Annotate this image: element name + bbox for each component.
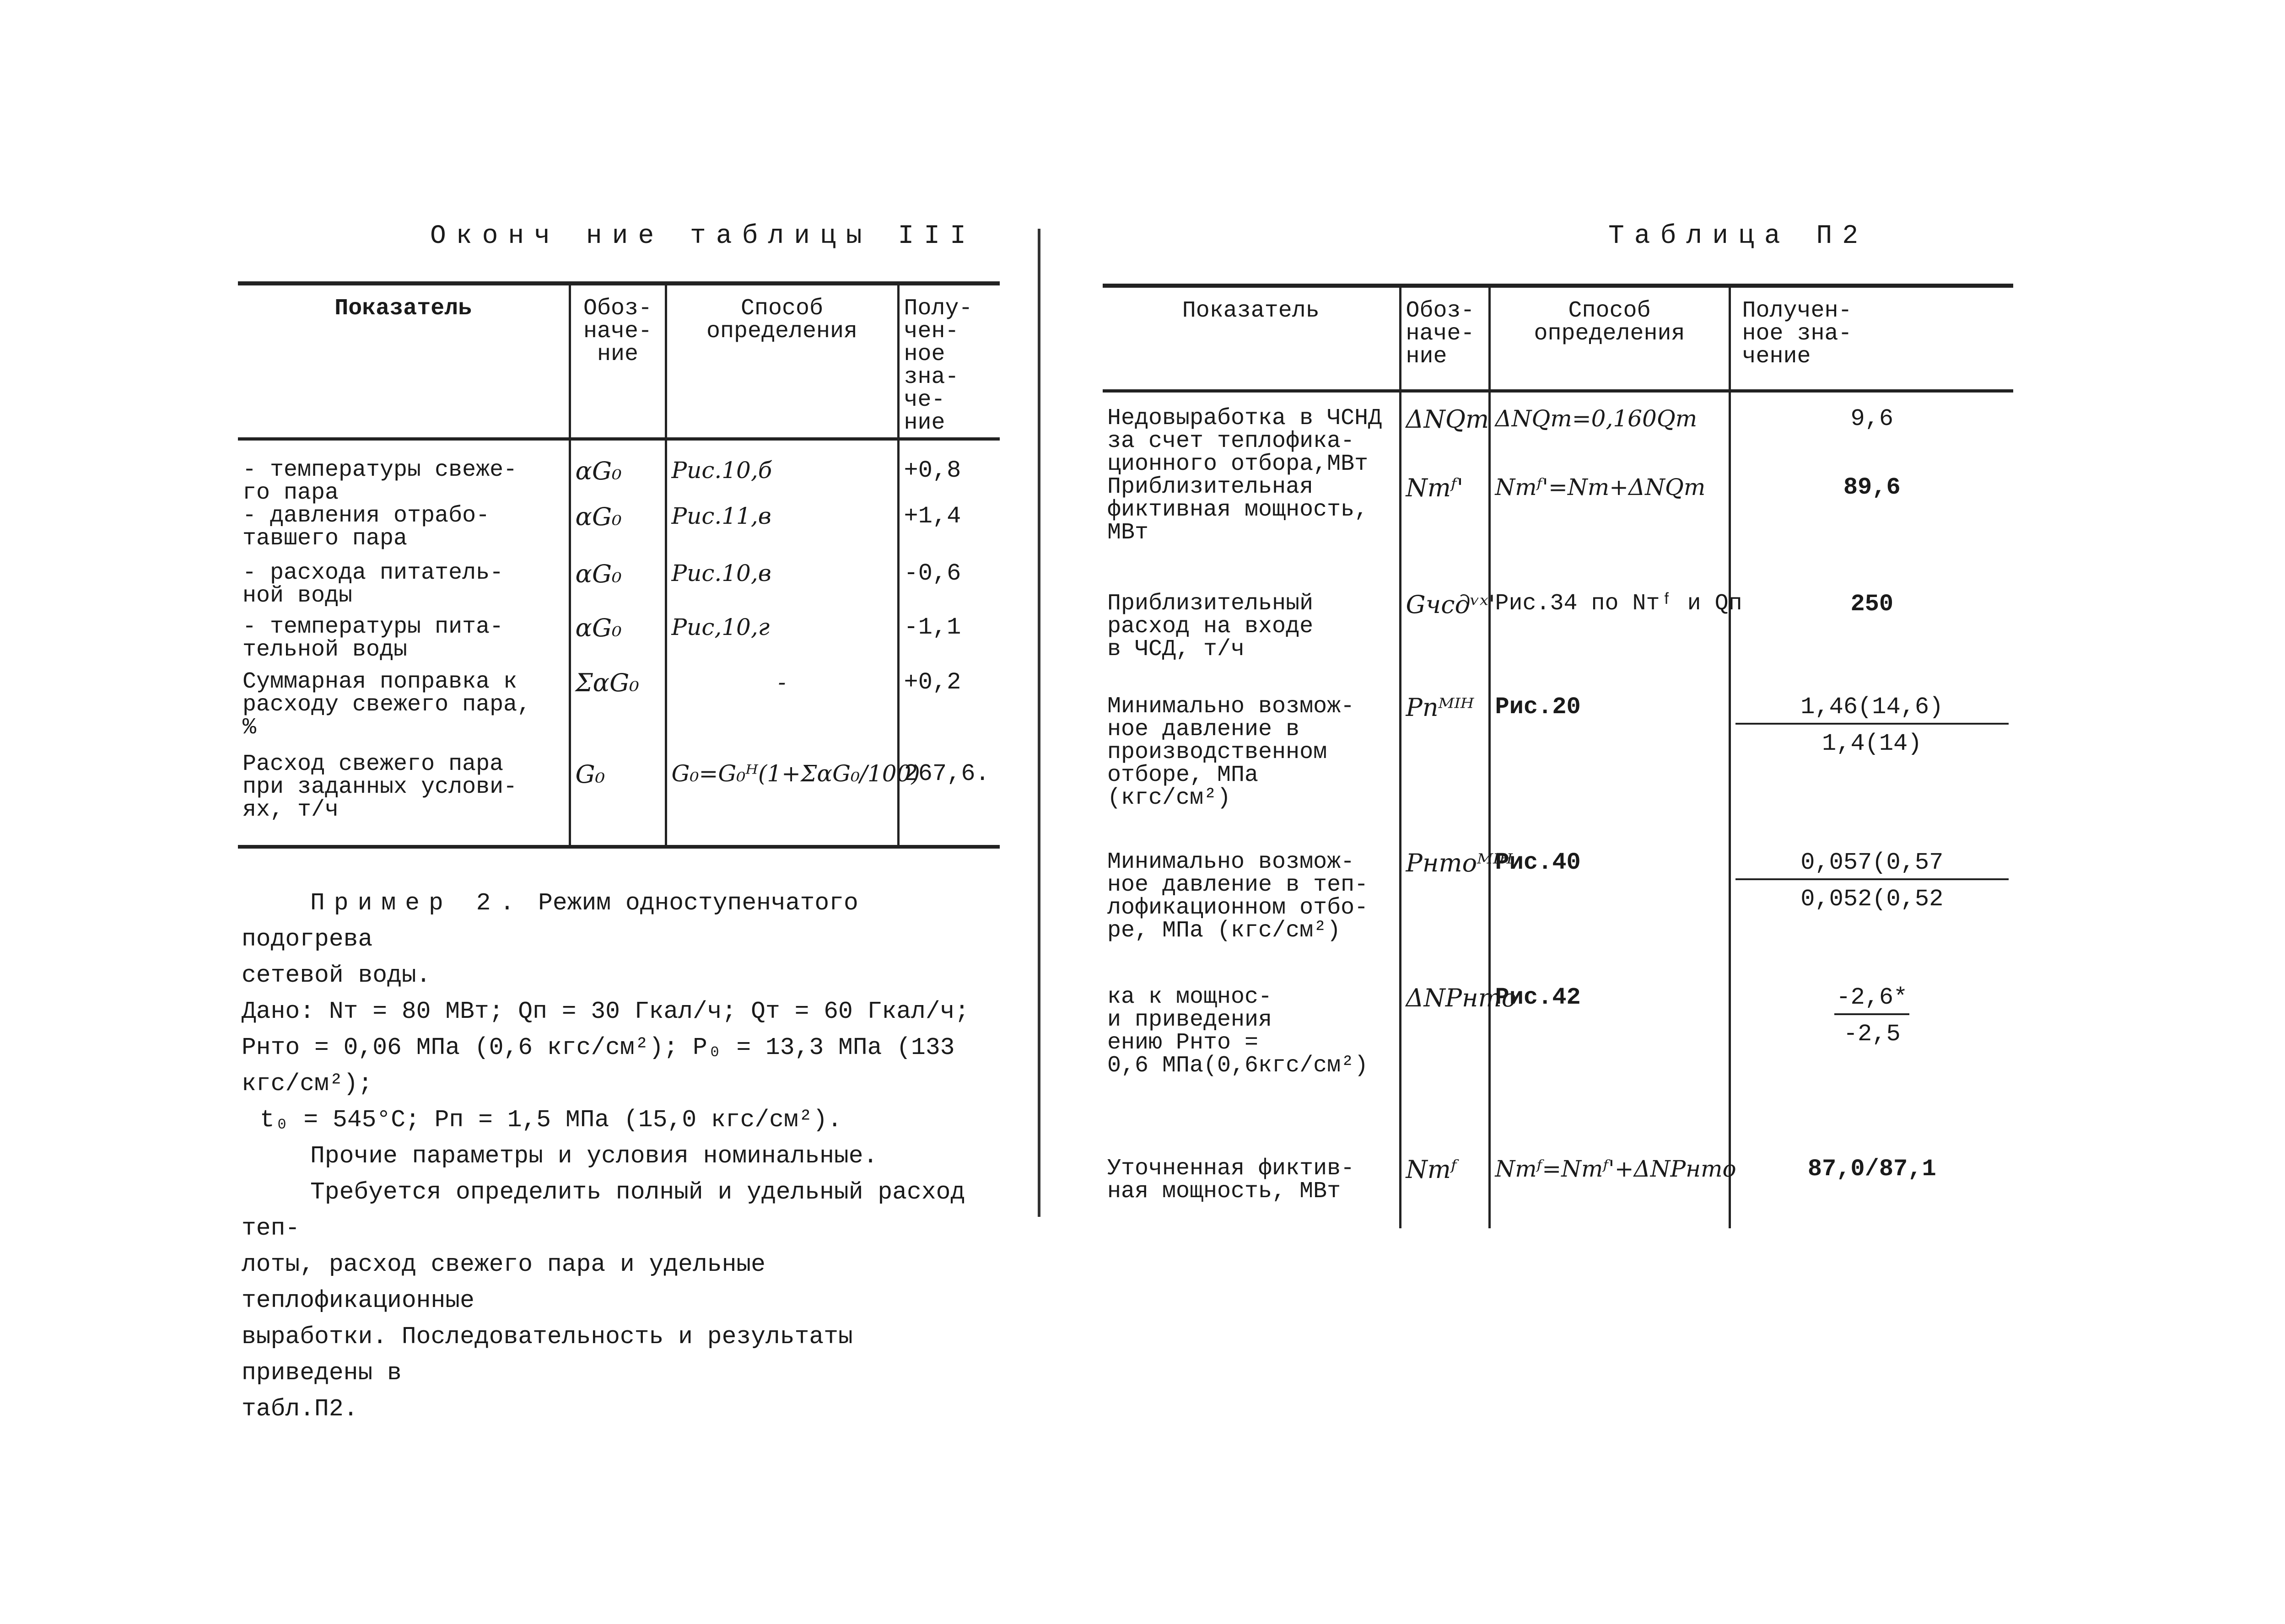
row-value: 250: [1850, 591, 1894, 618]
row-method: Рис.34 по Nтᶠ и Qп: [1495, 591, 1742, 617]
example-line: сетевой воды.: [242, 962, 431, 989]
col-method-header: Способ определения: [666, 284, 898, 439]
right-table-title: Таблица П2: [1608, 221, 1869, 251]
table-row: [1103, 1157, 2013, 1228]
row-value: +0,8: [904, 457, 961, 484]
row-value-bottom: 0,052(0,52: [1800, 886, 1944, 913]
table-row: [1103, 579, 2013, 695]
row-label: - температуры свеже- го пара: [243, 457, 517, 506]
left-table-title: Оконч ние таблицы III: [430, 221, 976, 251]
row-value-top: 0,057(0,57: [1735, 851, 2009, 880]
example-line: табл.П2.: [242, 1395, 358, 1423]
right-table: [1103, 284, 2013, 1228]
row-method: Рис.10,в: [671, 560, 771, 586]
left-page: [0, 0, 1043, 1624]
row-value-top: 1,46(14,6): [1735, 695, 2009, 725]
row-label: Уточненная фиктив- ная мощность, МВт: [1107, 1156, 1355, 1205]
row-symbol: Pпᴹᴵᴴ: [1406, 693, 1474, 722]
row-method: Рис.40: [1495, 849, 1581, 876]
table-row: [1103, 391, 2013, 476]
row-value: +0,2: [904, 669, 961, 696]
row-method: -: [778, 669, 786, 695]
row-method: Nтᶠ=Nтᶠ'+ΔNPнто: [1495, 1156, 1736, 1182]
row-value: -0,6: [904, 560, 961, 587]
left-table: [238, 281, 1000, 849]
row-method: Рис,10,г: [671, 614, 770, 640]
row-symbol: αG₀: [575, 613, 622, 642]
table-row: [238, 562, 1000, 616]
row-symbol: ΔNPнто: [1406, 984, 1517, 1012]
row-symbol: ΣαG₀: [575, 668, 639, 697]
col-value-header: Полу- чен- ное зна- че- ние: [898, 284, 1000, 439]
row-label: Расход свежего пара при заданных услови- ях, т/ч: [243, 751, 517, 823]
left-table-header-row: [238, 284, 1000, 439]
row-label: Приблизительная фиктивная мощность, МВт: [1107, 474, 1369, 546]
row-symbol: ΔNQт: [1406, 405, 1489, 434]
col-indicator-header: Показатель: [1103, 286, 1400, 391]
row-label: - расхода питатель- ной воды: [243, 560, 504, 609]
row-method: Рис.10,б: [671, 457, 772, 484]
example-line: Требуется определить полный и удельный расход теп-: [242, 1178, 965, 1242]
table-row: [238, 671, 1000, 753]
row-label: Минимально возмож- ное давление в теп- лофикационном отбо- ре, МПа (кгс/см²): [1107, 849, 1369, 944]
row-label: - температуры пита- тельной воды: [243, 614, 504, 663]
row-label: ка к мощнос- и приведения ению Pнто = 0,6 МПа(0,6кгс/см²): [1107, 984, 1369, 1079]
table-row: [1103, 851, 2013, 986]
row-method: G₀=G₀ᴴ(1+ΣαG₀/100): [671, 760, 920, 787]
row-symbol: αG₀: [575, 559, 622, 588]
row-method: Nтᶠ'=Nт+ΔNQт: [1495, 474, 1706, 500]
col-symbol-header: Обоз- наче- ние: [570, 284, 666, 439]
col-indicator-header: Показатель: [238, 284, 570, 439]
example-heading-rest: Режим одноступенчатого подогрева: [242, 889, 858, 953]
row-label: Недовыработка в ЧСНД за счет теплофика- ционного отбора,МВт: [1107, 405, 1382, 477]
row-symbol: αG₀: [575, 457, 622, 485]
row-value-bottom: 1,4(14): [1822, 730, 1922, 757]
example-line: лоты, расход свежего пара и удельные теплофикационные: [242, 1251, 765, 1314]
example-line: Дано: Nт = 80 МВт; Qп = 30 Гкал/ч; Qт = 60 Гкал/ч;: [242, 998, 970, 1025]
row-symbol: Pнтоᴹᴵᴴ: [1406, 849, 1513, 877]
col-value-header: Получен- ное зна- чение: [1730, 286, 2013, 391]
row-value: 89,6: [1843, 474, 1901, 501]
row-symbol: αG₀: [575, 502, 622, 531]
table-row: [238, 505, 1000, 562]
example-line: Pнто = 0,06 МПа (0,6 кгс/см²); P₀ = 13,3 МПа (133 кгс/см²);: [242, 1034, 955, 1097]
example-heading: Пример 2.: [310, 889, 524, 917]
row-label: Суммарная поправка к расходу свежего пара, %: [243, 669, 531, 741]
row-value: +1,4: [904, 503, 961, 530]
row-label: Минимально возмож- ное давление в производственном отборе, МПа (кгс/см²): [1107, 694, 1355, 811]
row-symbol: G₀: [575, 760, 605, 789]
row-value: 267,6.: [904, 760, 990, 787]
row-label: Приблизительный расход на входе в ЧСД, т/ч: [1107, 591, 1314, 662]
right-table-header-row: [1103, 286, 2013, 391]
example-text: [242, 885, 997, 1427]
row-value: 87,0/87,1: [1807, 1156, 1936, 1183]
row-method: Рис.11,в: [671, 503, 771, 529]
example-line: выработки. Последовательность и результаты приведены в: [242, 1323, 853, 1387]
table-row: [1103, 476, 2013, 579]
example-line: t₀ = 545°C; Pп = 1,5 МПа (15,0 кгс/см²).: [260, 1106, 842, 1134]
row-label: - давления отрабо- тавшего пара: [243, 503, 490, 552]
row-value-bottom: -2,5: [1843, 1021, 1901, 1048]
row-value: -1,1: [904, 614, 961, 641]
row-symbol: Nтᶠ: [1406, 1155, 1457, 1184]
right-page: [1043, 0, 2285, 1624]
example-line: Прочие параметры и условия номинальные.: [310, 1142, 878, 1170]
table-row: [238, 616, 1000, 671]
col-symbol-header: Обоз- наче- ние: [1400, 286, 1489, 391]
table-row: [1103, 986, 2013, 1157]
row-symbol: Gчсдᵛˣ': [1406, 590, 1495, 619]
table-row: [238, 439, 1000, 505]
row-symbol: Nтᶠ': [1406, 473, 1464, 502]
row-value: 9,6: [1850, 405, 1894, 432]
row-method: ΔNQт=0,160Qт: [1495, 405, 1698, 432]
row-method: Рис.42: [1495, 984, 1581, 1011]
col-method-header: Способ определения: [1489, 286, 1730, 391]
table-row: [1103, 695, 2013, 851]
row-method: Рис.20: [1495, 694, 1581, 721]
row-value-top: -2,6*: [1834, 986, 1909, 1015]
table-row: [238, 753, 1000, 847]
page-divider: [1038, 229, 1040, 1217]
